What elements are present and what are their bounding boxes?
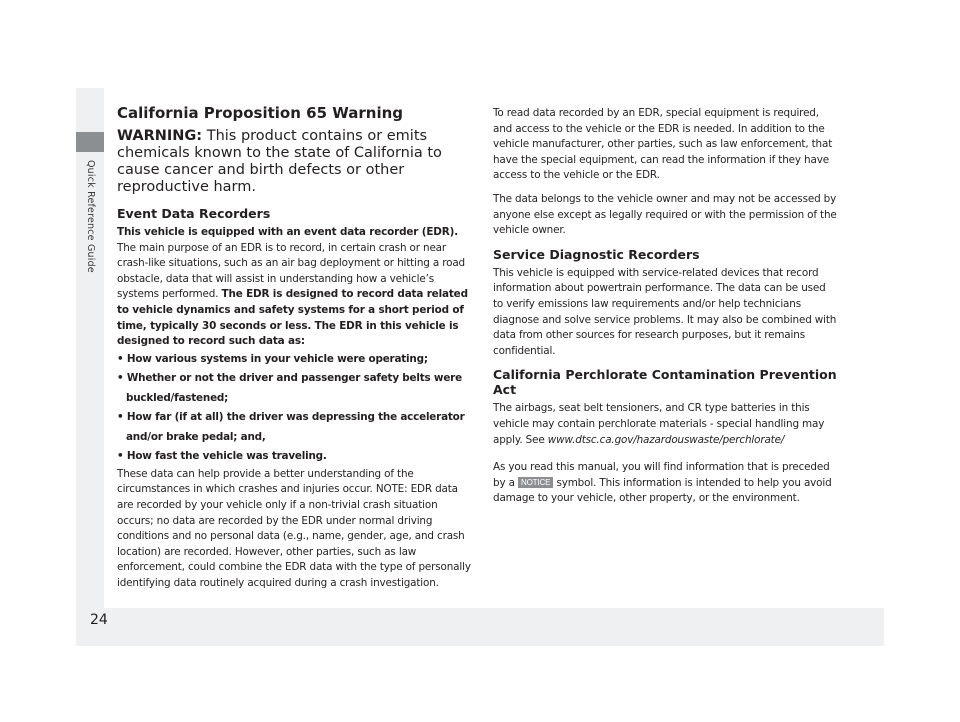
perchlorate-url: www.dtsc.ca.gov/hazardouswaste/perchlorate/ bbox=[547, 433, 785, 446]
page-number: 24 bbox=[90, 612, 108, 628]
section-label: Quick Reference Guide bbox=[85, 160, 96, 273]
list-item: • How far (if at all) the driver was depressing the accelerator and/or brake pedal; and, bbox=[117, 411, 465, 443]
list-item: • How various systems in your vehicle were operating; bbox=[117, 352, 428, 365]
edr-purpose bbox=[117, 241, 472, 350]
edr-purpose-bold: The EDR is designed to record data related to vehicle dynamics and safety systems for a short period of time, typically 30 seconds or less. The EDR in this vehicle is designed to record such data as: bbox=[117, 288, 468, 348]
section-tab-marker bbox=[76, 132, 104, 152]
notice-badge: NOTICE bbox=[518, 477, 553, 488]
list-item: • Whether or not the driver and passenger safety belts were buckled/fastened; bbox=[117, 372, 462, 404]
edr-after-text: These data can help provide a better understanding of the circumstances in which crashes and injuries occur. NOTE: EDR data are recorded by your vehicle only if a non-trivial crash situation occurs; no data are recorded by the EDR under normal driving conditions and no personal data (e.g., name, gender, age, and crash location) are recorded. However, other parties, such as law enforcement, could combine the EDR data with the type of personally identifying data routinely acquired during a crash investigation. bbox=[117, 467, 471, 589]
edr-belongs-text: The data belongs to the vehicle owner and may not be accessed by anyone else except as legally required or with the permission of the vehicle owner. bbox=[493, 192, 837, 237]
prop65-heading: California Proposition 65 Warning bbox=[117, 104, 403, 122]
edr-heading: Event Data Recorders bbox=[117, 206, 271, 221]
edr-bullet-list bbox=[117, 350, 472, 467]
edr-intro: This vehicle is equipped with an event data recorder (EDR). bbox=[117, 226, 459, 238]
footer-band bbox=[76, 608, 884, 646]
edr-read-text: To read data recorded by an EDR, special equipment is required, and access to the vehicle or the EDR is needed. In addition to the vehicle manufacturer, other parties, such as law enforcement, that have the special equipment, can read the information if they have access to the vehicle or the EDR. bbox=[493, 107, 833, 182]
sdr-text: This vehicle is equipped with service-related devices that record information about powertrain performance. The data can be used to verify emissions law requirements and/or help technicians diagnose and solve service problems. It may also be combined with data from other sources for research purposes, but it remains confidential. bbox=[493, 266, 837, 357]
left-column bbox=[117, 104, 472, 592]
warning-label: WARNING: bbox=[117, 128, 203, 144]
warning-text: This product contains or emits chemicals known to the state of California to cause cancer and birth defects or other reproductive harm. bbox=[117, 128, 442, 195]
perchlorate-heading: California Perchlorate Contamination Prevention Act bbox=[493, 367, 837, 398]
notice-post: symbol. This information is intended to help you avoid damage to your vehicle, other property, or the environment. bbox=[493, 476, 832, 505]
notice-pre: As you read this manual, you will find information that is preceded by a bbox=[493, 461, 830, 489]
perchlorate-text bbox=[493, 401, 838, 448]
sdr-heading: Service Diagnostic Recorders bbox=[493, 246, 700, 262]
notice-text bbox=[493, 460, 838, 507]
right-column bbox=[493, 106, 838, 507]
perchlorate-body: The airbags, seat belt tensioners, and CR type batteries in this vehicle may contain perchlorate materials - special handling may apply. See bbox=[493, 402, 825, 446]
list-item: • How fast the vehicle was traveling. bbox=[117, 450, 327, 463]
prop65-warning bbox=[117, 128, 472, 196]
edr-purpose-text: The main purpose of an EDR is to record, in certain crash or near crash-like situations, such as an air bag deployment or hitting a road obstacle, data that will assist in understanding how a vehicle’s systems performed. bbox=[117, 241, 466, 301]
